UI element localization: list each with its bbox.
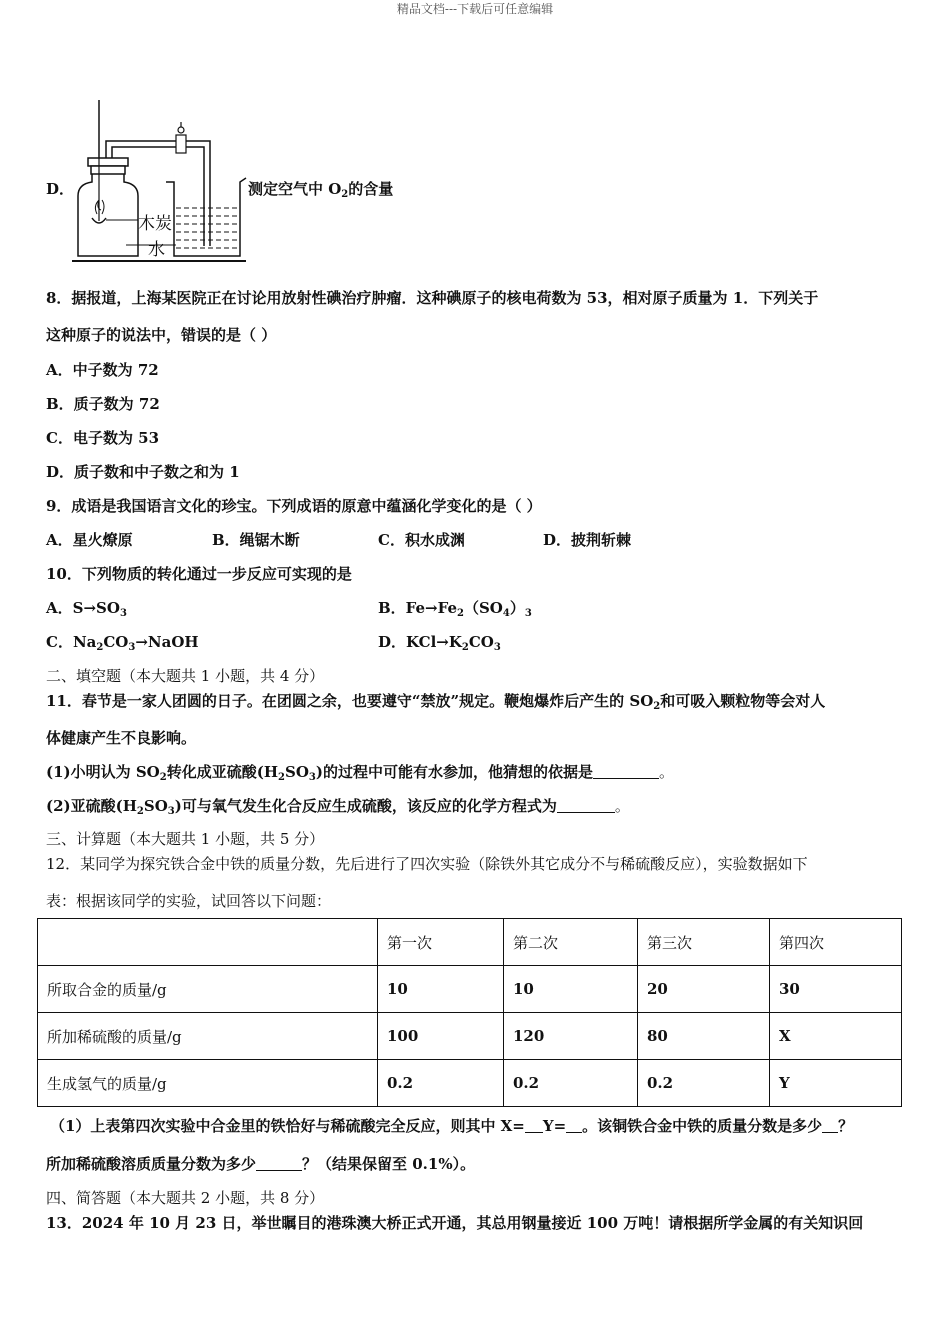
page-header: 精品文档---下载后可任意编辑 [396, 2, 554, 16]
table-header-cell: 第三次 [638, 919, 770, 966]
table-cell: X [770, 1013, 902, 1060]
answer-blank[interactable] [593, 764, 659, 779]
q7-option-d-text: 测定空气中 $O_2$的含量 [248, 180, 394, 200]
q8-stem-line2: 这种原子的说法中，错误的是（ ） [46, 326, 277, 344]
q8-stem-line1: 8．据报道，上海某医院正在讨论用放射性碘治疗肿瘤．这种碘原子的核电荷数为 53，相对原子质量为 1．下列关于 [46, 289, 819, 307]
q8-option-c: C．电子数为 53 [46, 429, 160, 447]
table-row-label: 所取合金的质量/g [38, 966, 378, 1013]
answer-blank[interactable] [256, 1156, 302, 1171]
table-row [38, 966, 902, 1013]
table-cell: 80 [638, 1013, 770, 1060]
q12-line1: 12．某同学为探究铁合金中铁的质量分数，先后进行了四次实验（除铁外其它成分不与稀硫酸反应），实验数据如下 [46, 855, 808, 873]
q8-option-a: A．中子数为 72 [46, 361, 159, 379]
q8-option-d: D．质子数和中子数之和为 1 [46, 463, 240, 481]
table-header-row [38, 919, 902, 966]
answer-blank[interactable] [557, 798, 615, 813]
table-header-cell: 第四次 [770, 919, 902, 966]
table-row [38, 1013, 902, 1060]
q10-option-c: C．$Na_2CO_3\to NaOH$ [46, 633, 199, 653]
table-row-label: 生成氢气的质量/g [38, 1060, 378, 1107]
table-cell: Y [770, 1060, 902, 1107]
q12-line2: 表：根据该同学的实验，试回答以下问题： [46, 892, 332, 910]
table-cell: 30 [770, 966, 902, 1013]
section-heading-short-answer: 四、简答题（本大题共 2 小题，共 8 分） [46, 1189, 325, 1207]
experiment-data-table [37, 918, 902, 1107]
q11-line2: 体健康产生不良影响。 [46, 729, 197, 747]
table-header-cell: 第二次 [504, 919, 638, 966]
table-header-cell: 第一次 [378, 919, 504, 966]
table-cell: 0.2 [378, 1060, 504, 1107]
q11-line1: 11．春节是一家人团圆的日子。在团圆之余，也要遵守“禁放”规定。鞭炮爆炸后产生的 $SO_2$和可吸入颗粒物等会对人 [46, 692, 826, 712]
table-cell: 0.2 [504, 1060, 638, 1107]
figure-label-water: 水 [148, 240, 165, 260]
q8-option-b: B．质子数为 72 [46, 395, 160, 413]
figure-label-charcoal: 木炭 [138, 214, 172, 234]
table-row [38, 1060, 902, 1107]
q9-option-c: C．积水成渊 [378, 531, 465, 549]
q10-stem: 10．下列物质的转化通过一步反应可实现的是 [46, 565, 352, 583]
q11-part1: (1)小明认为 $SO_2$转化成亚硫酸$(H_2SO_3)$的过程中可能有水参加，他猜想的依据是 。 [46, 763, 674, 783]
q9-option-b: B．绳锯木断 [212, 531, 300, 549]
q9-option-d: D．披荆斩棘 [543, 531, 632, 549]
section-heading-calculation: 三、计算题（本大题共 1 小题，共 5 分） [46, 830, 325, 848]
table-cell: 20 [638, 966, 770, 1013]
q12-sub2: 所加稀硫酸溶质质量分数为多少 ？（结果保留至 0.1%）。 [46, 1155, 476, 1173]
q13-line1: 13．2024 年 10 月 23 日，举世瞩目的港珠澳大桥正式开通，其总用钢量接近 100 万吨！请根据所学金属的有关知识回 [46, 1214, 864, 1232]
table-cell: 10 [504, 966, 638, 1013]
q10-option-b: B．$Fe\to Fe_2(SO_4)_3$ [378, 599, 532, 619]
q9-stem: 9．成语是我国语言文化的珍宝。下列成语的原意中蕴涵化学变化的是（ ） [46, 497, 542, 515]
answer-blank[interactable] [822, 1118, 838, 1133]
q10-option-d: D．$KCl\to K_2CO_3$ [378, 633, 501, 653]
table-cell: 100 [378, 1013, 504, 1060]
q7-option-d-label: D． [46, 180, 75, 198]
table-header-cell [38, 919, 378, 966]
q10-option-a: A．$S\to SO_3$ [46, 599, 127, 619]
answer-blank[interactable] [566, 1118, 582, 1133]
table-row-label: 所加稀硫酸的质量/g [38, 1013, 378, 1060]
q12-sub1: （1）上表第四次实验中合金里的铁恰好与稀硫酸完全反应，则其中 X= Y= 。该铜铁合金中铁的质量分数是多少 ？ [50, 1117, 854, 1135]
section-heading-fill-in: 二、填空题（本大题共 1 小题，共 4 分） [46, 667, 325, 685]
table-cell: 10 [378, 966, 504, 1013]
q11-part2: (2)亚硫酸$(H_2SO_3)$可与氧气发生化合反应生成硫酸，该反应的化学方程式为 。 [46, 797, 630, 817]
q9-option-a: A．星火燎原 [46, 531, 133, 549]
table-cell: 0.2 [638, 1060, 770, 1107]
table-cell: 120 [504, 1013, 638, 1060]
answer-blank[interactable] [525, 1118, 543, 1133]
